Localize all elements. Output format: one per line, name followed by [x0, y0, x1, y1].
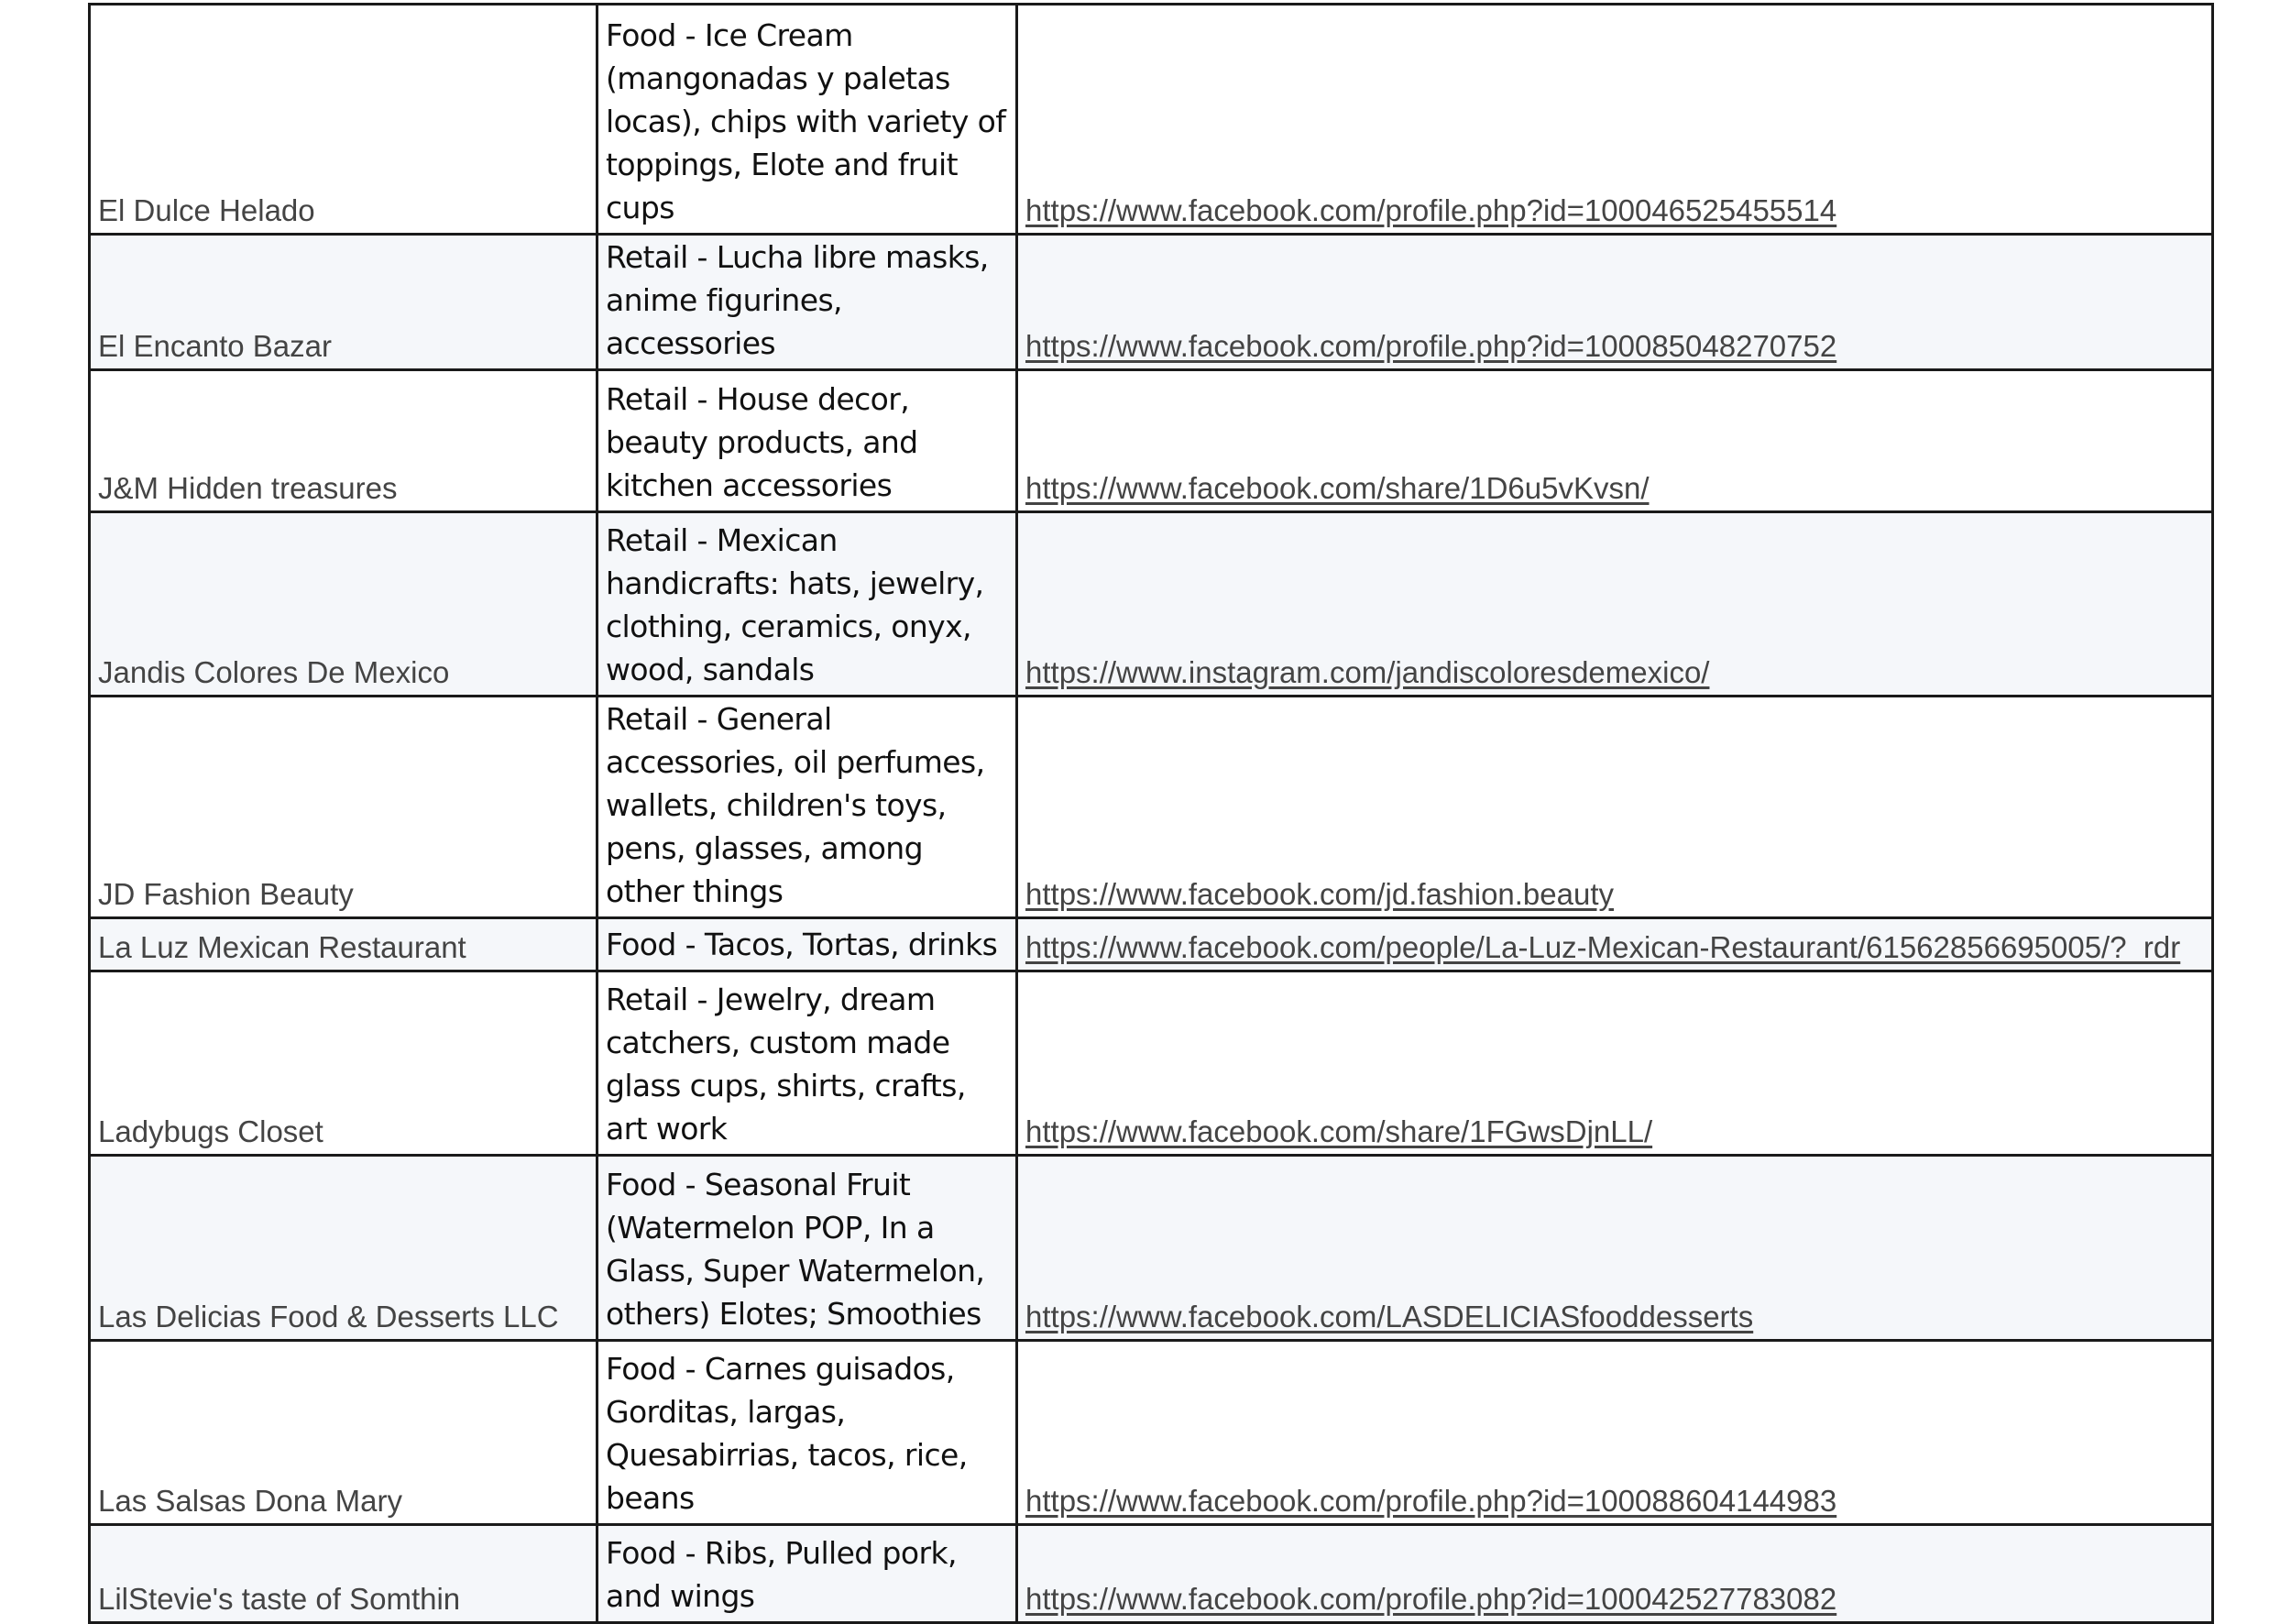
vendor-table [88, 3, 2214, 1624]
vendor-name: J&M Hidden treasures [90, 370, 597, 512]
vendor-link-text[interactable]: https://www.facebook.com/people/La-Luz-Mexican-Restaurant/61562856695005/?_rdr [1025, 930, 2181, 964]
table-row [90, 512, 2213, 697]
vendor-name: Las Delicias Food & Desserts LLC [90, 1156, 597, 1341]
vendor-link[interactable] [1017, 370, 2213, 512]
vendor-description: Retail - General accessories, oil perfumes, wallets, children's toys, pens, glasses, among other things [597, 697, 1017, 918]
vendor-link[interactable] [1017, 697, 2213, 918]
vendor-link-text[interactable]: https://www.facebook.com/profile.php?id=100088604144983 [1025, 1484, 1837, 1518]
vendor-link-text[interactable]: https://www.facebook.com/profile.php?id=100042527783082 [1025, 1582, 1837, 1616]
table-row [90, 5, 2213, 235]
vendor-name: Las Salsas Dona Mary [90, 1341, 597, 1525]
vendor-description: Food - Carnes guisados, Gorditas, largas, Quesabirrias, tacos, rice, beans [597, 1341, 1017, 1525]
vendor-name: LilStevie's taste of Somthin [90, 1525, 597, 1623]
vendor-description: Retail - House decor, beauty products, and kitchen accessories [597, 370, 1017, 512]
vendor-link-text[interactable]: https://www.instagram.com/jandiscoloresdemexico/ [1025, 655, 1710, 689]
vendor-name: Jandis Colores De Mexico [90, 512, 597, 697]
vendor-description: Food - Ribs, Pulled pork, and wings [597, 1525, 1017, 1623]
vendor-name: El Encanto Bazar [90, 235, 597, 370]
table-row [90, 1156, 2213, 1341]
vendor-link[interactable] [1017, 918, 2213, 971]
table-row [90, 697, 2213, 918]
vendor-link-text[interactable]: https://www.facebook.com/share/1FGwsDjnLL/ [1025, 1114, 1653, 1148]
table-row [90, 1525, 2213, 1623]
vendor-name: Ladybugs Closet [90, 971, 597, 1156]
table-row [90, 918, 2213, 971]
vendor-description: Retail - Jewelry, dream catchers, custom made glass cups, shirts, crafts, art work [597, 971, 1017, 1156]
vendor-name: La Luz Mexican Restaurant [90, 918, 597, 971]
vendor-link[interactable] [1017, 1525, 2213, 1623]
vendor-link[interactable] [1017, 235, 2213, 370]
vendor-link[interactable] [1017, 971, 2213, 1156]
vendor-description: Food - Ice Cream (mangonadas y paletas locas), chips with variety of toppings, Elote and fruit cups [597, 5, 1017, 235]
table-row [90, 1341, 2213, 1525]
vendor-link-text[interactable]: https://www.facebook.com/share/1D6u5vKvsn/ [1025, 471, 1650, 505]
vendor-name: JD Fashion Beauty [90, 697, 597, 918]
table-row [90, 370, 2213, 512]
vendor-link-text[interactable]: https://www.facebook.com/profile.php?id=100046525455514 [1025, 193, 1837, 227]
vendor-link-text[interactable]: https://www.facebook.com/jd.fashion.beauty [1025, 877, 1615, 911]
vendor-link[interactable] [1017, 512, 2213, 697]
vendor-description: Food - Seasonal Fruit (Watermelon POP, In a Glass, Super Watermelon, others) Elotes; Smoothies [597, 1156, 1017, 1341]
vendor-link[interactable] [1017, 1341, 2213, 1525]
vendor-link-text[interactable]: https://www.facebook.com/profile.php?id=100085048270752 [1025, 329, 1837, 363]
vendor-link[interactable] [1017, 5, 2213, 235]
table-row [90, 235, 2213, 370]
vendor-description: Retail - Mexican handicrafts: hats, jewelry, clothing, ceramics, onyx, wood, sandals [597, 512, 1017, 697]
vendor-description: Food - Tacos, Tortas, drinks [597, 918, 1017, 971]
vendor-description: Retail - Lucha libre masks, anime figurines, accessories [597, 235, 1017, 370]
vendor-name: El Dulce Helado [90, 5, 597, 235]
table-row [90, 971, 2213, 1156]
vendor-link-text[interactable]: https://www.facebook.com/LASDELICIASfooddesserts [1025, 1300, 1754, 1333]
vendor-link[interactable] [1017, 1156, 2213, 1341]
